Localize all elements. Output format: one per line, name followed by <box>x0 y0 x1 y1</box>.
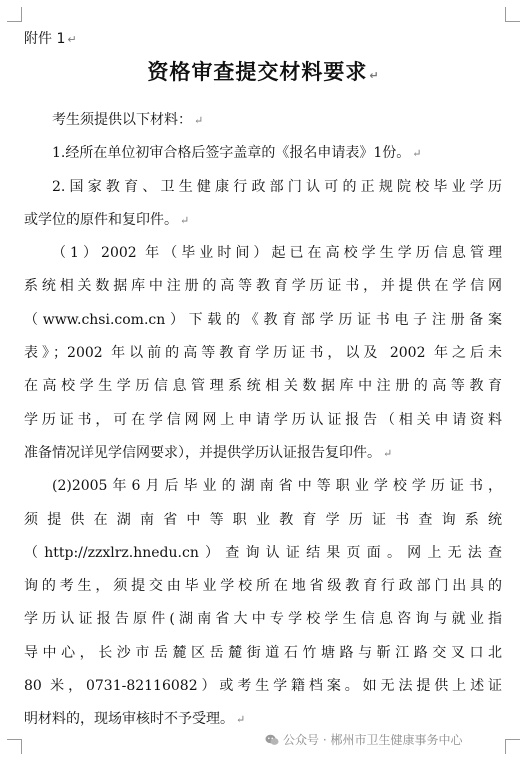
paragraph-line: 询的考生，须提交由毕业学校所在地省级教育行政部门出具的 <box>24 578 502 595</box>
paragraph-line: 考生须提供以下材料： ↵ <box>52 112 204 128</box>
paragraph-line: 学历认证报告原件(湖南省大中专学校学生信息咨询与就业指 <box>24 611 502 628</box>
paragraph-line: 或学位的原件和复印件。 ↵ <box>24 211 190 228</box>
paragraph-line: 80 米，0731-82116082）或考生学籍档案。如无法提供上述证 <box>24 678 502 695</box>
page-corner-mark <box>7 7 22 22</box>
page-corner-mark <box>505 7 520 22</box>
paragraph-line: 导中心，长沙市岳麓区岳麓街道石竹塘路与靳江路交叉口北 <box>24 644 502 661</box>
page-title: 资格审查提交材料要求 ↵ <box>147 60 380 84</box>
paragraph-line: 2.国家教育、卫生健康行政部门认可的正规院校毕业学历 <box>52 178 502 195</box>
paragraph-line: 1.经所在单位初审合格后签字盖章的《报名申请表》1份。 ↵ <box>52 145 422 162</box>
paragraph-line: （http://zzxlrz.hnedu.cn）查询认证结果页面。网上无法查 <box>24 544 502 561</box>
paragraph-line: 准备情况详见学信网要求），并提供学历认证报告复印件。 ↵ <box>24 444 393 461</box>
paragraph-line: 明材料的，现场审核时不予受理。 ↵ <box>24 711 246 728</box>
watermark: 公众号 · 郴州市卫生健康事务中心 <box>265 731 462 748</box>
document-body <box>24 104 502 737</box>
wechat-icon <box>265 734 279 746</box>
paragraph-line: 表》；2002 年以前的高等教育学历证书，以及 2002 年之后未 <box>24 345 502 362</box>
paragraph-line: (2)2005年6月后毕业的湖南省中等职业学校学历证书， <box>52 478 502 495</box>
paragraph-line: 系统相关数据库中注册的高等教育学历证书，并提供在学信网 <box>24 278 502 295</box>
paragraph-line: （www.chsi.com.cn）下载的《教育部学历证书电子注册备案 <box>24 311 502 328</box>
paragraph-line: 学历证书，可在学信网网上申请学历认证报告（相关申请资料 <box>24 411 502 428</box>
paragraph-line: （1）2002 年（毕业时间）起已在高校学生学历信息管理 <box>52 245 502 262</box>
paragraph-line: 须提供在湖南省中等职业教育学历证书查询系统 <box>24 511 502 528</box>
paragraph-line: 在高校学生学历信息管理系统相关数据库中注册的高等教育 <box>24 378 502 395</box>
page-corner-mark <box>505 739 520 754</box>
page-corner-mark <box>7 739 22 754</box>
attachment-label: 附件 1 ↵ <box>24 31 77 47</box>
